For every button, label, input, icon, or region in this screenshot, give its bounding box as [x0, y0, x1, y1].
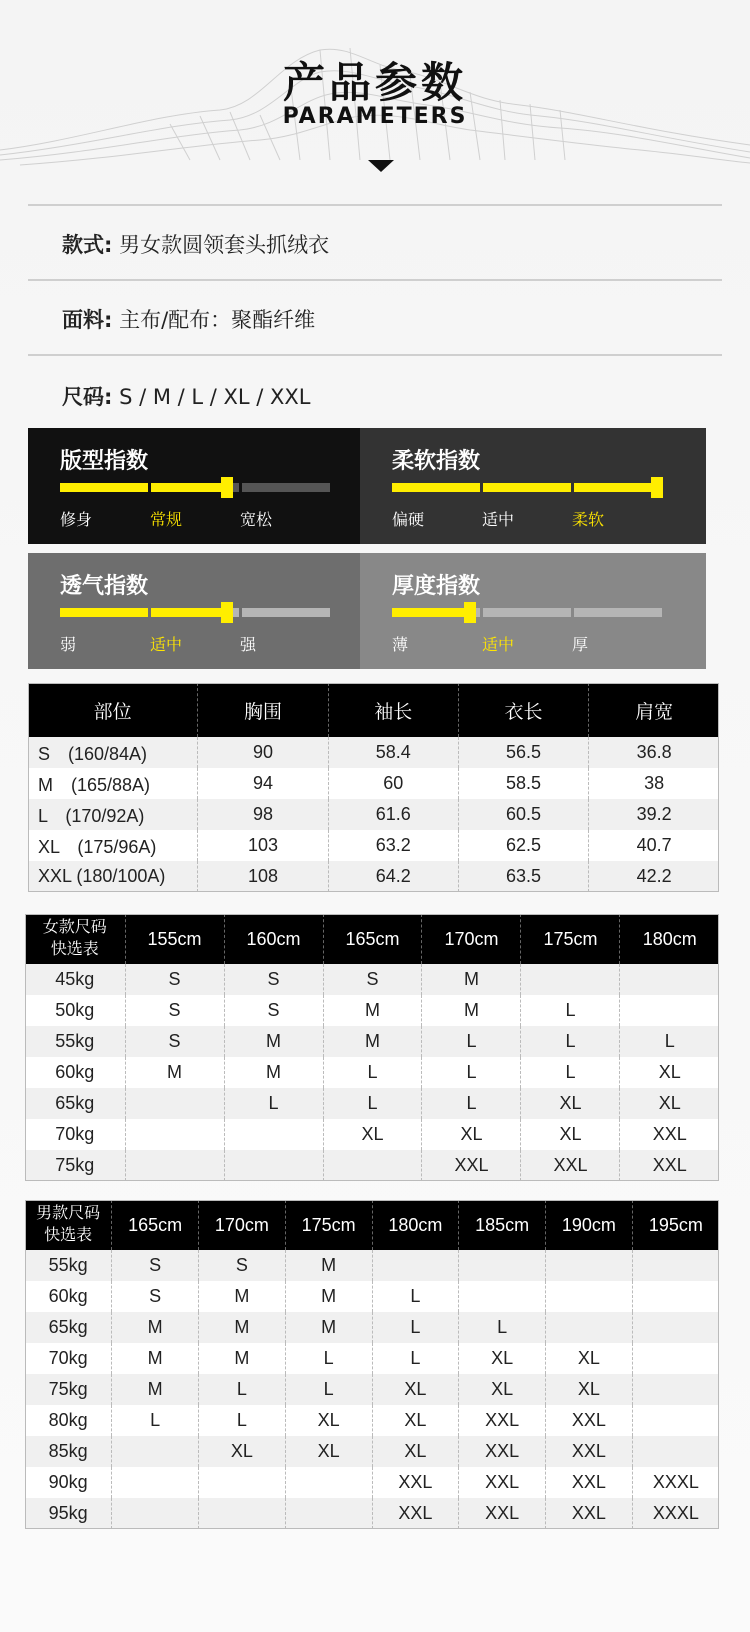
- height-header-cell: 195cm: [632, 1200, 719, 1250]
- index-track: [60, 608, 340, 617]
- weight-cell: 85kg: [25, 1436, 112, 1467]
- weight-cell: 65kg: [25, 1088, 125, 1119]
- table-cell: XL (175/96A): [28, 830, 198, 861]
- divider: [28, 354, 722, 356]
- measure-header-cell: 胸围: [198, 683, 328, 737]
- table-row: [25, 1436, 719, 1467]
- size-cell: XXL: [620, 1119, 719, 1150]
- measure-header-cell: 袖长: [328, 683, 458, 737]
- index-fill: [483, 483, 571, 492]
- spec-style: [62, 229, 329, 259]
- table-cell: 40.7: [589, 830, 719, 861]
- size-cell: L: [199, 1374, 286, 1405]
- size-cell: XL: [199, 1436, 286, 1467]
- index-fill: [151, 483, 227, 492]
- index-fill: [60, 483, 148, 492]
- size-cell: [632, 1343, 719, 1374]
- size-cell: [546, 1281, 633, 1312]
- size-cell: XXL: [422, 1150, 521, 1181]
- size-cell: L: [372, 1281, 459, 1312]
- table-row: [28, 830, 719, 861]
- index-label: 适中: [482, 510, 515, 529]
- size-cell: [224, 1119, 323, 1150]
- index-fill: [151, 608, 227, 617]
- height-header-cell: 170cm: [422, 914, 521, 964]
- table-cell: 98: [198, 799, 328, 830]
- size-cell: XL: [285, 1405, 372, 1436]
- size-cell: L: [199, 1405, 286, 1436]
- women-size-table: [25, 914, 719, 1181]
- weight-cell: 75kg: [25, 1374, 112, 1405]
- size-cell: [285, 1467, 372, 1498]
- size-cell: M: [125, 1057, 224, 1088]
- height-header-cell: 185cm: [459, 1200, 546, 1250]
- index-label: 弱: [60, 635, 77, 654]
- weight-cell: 55kg: [25, 1250, 112, 1281]
- divider: [28, 279, 722, 281]
- table-cell: 63.5: [458, 861, 588, 892]
- index-label: 柔软: [572, 510, 605, 529]
- spec-size: [62, 381, 311, 411]
- height-header-cell: 180cm: [372, 1200, 459, 1250]
- height-header-cell: 165cm: [112, 1200, 199, 1250]
- weight-cell: 65kg: [25, 1312, 112, 1343]
- size-cell: XXL: [459, 1405, 546, 1436]
- size-cell: L: [422, 1088, 521, 1119]
- size-cell: XL: [459, 1374, 546, 1405]
- size-cell: M: [323, 995, 422, 1026]
- size-cell: L: [372, 1343, 459, 1374]
- size-cell: XL: [521, 1119, 620, 1150]
- size-cell: XL: [372, 1374, 459, 1405]
- size-cell: [285, 1498, 372, 1529]
- size-cell: [372, 1250, 459, 1281]
- size-cell: M: [285, 1281, 372, 1312]
- height-header-cell: 165cm: [323, 914, 422, 964]
- table-row: [25, 1281, 719, 1312]
- size-cell: L: [112, 1405, 199, 1436]
- height-header-cell: 175cm: [285, 1200, 372, 1250]
- size-cell: S: [224, 995, 323, 1026]
- size-cell: [459, 1281, 546, 1312]
- size-cell: XL: [459, 1343, 546, 1374]
- height-header-cell: 190cm: [546, 1200, 633, 1250]
- corner-label-line: 男款尺码: [36, 1205, 101, 1222]
- measure-header-cell: 肩宽: [589, 683, 719, 737]
- size-cell: [632, 1374, 719, 1405]
- size-cell: XXL: [546, 1498, 633, 1529]
- table-cell: 61.6: [328, 799, 458, 830]
- index-label: 常规: [150, 510, 183, 529]
- table-cell: 103: [198, 830, 328, 861]
- size-cell: [459, 1250, 546, 1281]
- size-cell: XXL: [521, 1150, 620, 1181]
- table-cell: L (170/92A): [28, 799, 198, 830]
- height-header-cell: 170cm: [199, 1200, 286, 1250]
- spec-style-value: 男女款圆领套头抓绒衣: [119, 233, 330, 257]
- size-cell: [546, 1312, 633, 1343]
- size-cell: [199, 1467, 286, 1498]
- index-title: 透气指数: [60, 574, 149, 599]
- size-cell: XL: [422, 1119, 521, 1150]
- index-label: 偏硬: [392, 510, 425, 529]
- corner-label-line: 快选表: [44, 1227, 93, 1244]
- size-cell: S: [199, 1250, 286, 1281]
- table-cell: 63.2: [328, 830, 458, 861]
- size-cell: [125, 1088, 224, 1119]
- corner-label-line: 快选表: [50, 941, 99, 958]
- table-cell: 38: [589, 768, 719, 799]
- size-cell: L: [323, 1057, 422, 1088]
- size-cell: L: [521, 1057, 620, 1088]
- weight-cell: 70kg: [25, 1343, 112, 1374]
- table-cell: 58.4: [328, 737, 458, 768]
- index-fill: [60, 608, 148, 617]
- size-cell: S: [125, 995, 224, 1026]
- size-cell: XXL: [546, 1467, 633, 1498]
- spec-fabric: [62, 304, 315, 334]
- size-cell: XL: [620, 1088, 719, 1119]
- index-knob: [464, 602, 476, 623]
- size-cell: XXL: [546, 1405, 633, 1436]
- size-cell: XXL: [459, 1467, 546, 1498]
- size-cell: [620, 995, 719, 1026]
- table-cell: 64.2: [328, 861, 458, 892]
- size-cell: M: [285, 1312, 372, 1343]
- index-segment: [483, 608, 571, 617]
- table-cell: 108: [198, 861, 328, 892]
- size-cell: L: [422, 1057, 521, 1088]
- size-cell: M: [199, 1281, 286, 1312]
- page-subtitle: PARAMETERS: [282, 104, 468, 129]
- table-row: [25, 1374, 719, 1405]
- table-cell: 94: [198, 768, 328, 799]
- height-header-cell: 180cm: [620, 914, 719, 964]
- table-row: [25, 1312, 719, 1343]
- table-row: [25, 964, 719, 995]
- table-row: [25, 1343, 719, 1374]
- table-row: [25, 1405, 719, 1436]
- index-knob: [221, 477, 233, 498]
- corner-label-line: 女款尺码: [42, 919, 107, 936]
- weight-cell: 80kg: [25, 1405, 112, 1436]
- size-cell: S: [224, 964, 323, 995]
- size-cell: [546, 1250, 633, 1281]
- size-cell: [632, 1312, 719, 1343]
- size-cell: M: [422, 964, 521, 995]
- size-cell: M: [422, 995, 521, 1026]
- weight-cell: 60kg: [25, 1057, 125, 1088]
- table-row: [28, 799, 719, 830]
- measure-header-cell: 衣长: [458, 683, 588, 737]
- table-cell: 90: [198, 737, 328, 768]
- size-cell: L: [521, 995, 620, 1026]
- size-cell: XXXL: [632, 1498, 719, 1529]
- size-cell: XL: [372, 1436, 459, 1467]
- size-cell: XXL: [372, 1498, 459, 1529]
- size-cell: S: [125, 1026, 224, 1057]
- height-header-cell: 175cm: [521, 914, 620, 964]
- size-cell: L: [285, 1343, 372, 1374]
- weight-cell: 55kg: [25, 1026, 125, 1057]
- table-cell: 58.5: [458, 768, 588, 799]
- size-cell: S: [323, 964, 422, 995]
- index-knob: [221, 602, 233, 623]
- size-cell: M: [199, 1343, 286, 1374]
- size-cell: [112, 1467, 199, 1498]
- spec-size-value: S / M / L / XL / XXL: [119, 385, 311, 409]
- spec-style-label: 款式:: [62, 233, 113, 257]
- size-cell: M: [112, 1312, 199, 1343]
- index-title: 版型指数: [60, 449, 149, 474]
- table-row: [25, 1026, 719, 1057]
- size-cell: M: [323, 1026, 422, 1057]
- index-segment: [242, 483, 330, 492]
- index-fill: [574, 483, 657, 492]
- size-cell: L: [323, 1088, 422, 1119]
- table-row: [25, 1498, 719, 1529]
- index-panel: [360, 553, 706, 669]
- size-cell: L: [285, 1374, 372, 1405]
- spec-fabric-label: 面料:: [62, 308, 113, 332]
- page-header: [0, 0, 750, 190]
- size-cell: XL: [620, 1057, 719, 1088]
- index-panel: [360, 428, 706, 544]
- index-track: [60, 483, 340, 492]
- size-cell: XXL: [620, 1150, 719, 1181]
- index-title: 柔软指数: [392, 449, 481, 474]
- table-row: [28, 861, 719, 892]
- triangle-down-icon: [368, 160, 394, 172]
- size-cell: XXL: [546, 1436, 633, 1467]
- table-cell: 56.5: [458, 737, 588, 768]
- measure-header-cell: 部位: [28, 683, 198, 737]
- spec-fabric-value: 主布/配布：聚酯纤维: [119, 308, 316, 332]
- index-label: 薄: [392, 635, 409, 654]
- weight-cell: 45kg: [25, 964, 125, 995]
- size-cell: [125, 1150, 224, 1181]
- size-cell: XXL: [459, 1498, 546, 1529]
- index-panel: [28, 428, 374, 544]
- size-cell: L: [521, 1026, 620, 1057]
- size-cell: [112, 1436, 199, 1467]
- weight-cell: 60kg: [25, 1281, 112, 1312]
- size-cell: S: [112, 1281, 199, 1312]
- weight-cell: 70kg: [25, 1119, 125, 1150]
- size-cell: L: [422, 1026, 521, 1057]
- index-panel: [28, 553, 374, 669]
- size-cell: M: [199, 1312, 286, 1343]
- table-cell: 36.8: [589, 737, 719, 768]
- weight-cell: 50kg: [25, 995, 125, 1026]
- table-row: [28, 737, 719, 768]
- size-cell: [632, 1405, 719, 1436]
- table-row: [25, 1250, 719, 1281]
- index-track: [392, 483, 672, 492]
- weight-cell: 95kg: [25, 1498, 112, 1529]
- index-segment: [574, 608, 662, 617]
- size-cell: [199, 1498, 286, 1529]
- size-cell: M: [285, 1250, 372, 1281]
- size-cell: XL: [372, 1405, 459, 1436]
- table-cell: 39.2: [589, 799, 719, 830]
- table-cell: 60: [328, 768, 458, 799]
- index-knob: [651, 477, 663, 498]
- index-label: 强: [240, 635, 257, 654]
- size-cell: XXL: [459, 1436, 546, 1467]
- table-cell: 62.5: [458, 830, 588, 861]
- divider: [28, 204, 722, 206]
- table-cell: XXL (180/100A): [28, 861, 198, 892]
- size-cell: S: [125, 964, 224, 995]
- height-header-cell: 160cm: [224, 914, 323, 964]
- size-cell: XL: [521, 1088, 620, 1119]
- page-title: 产品参数: [282, 58, 467, 107]
- index-fill: [392, 608, 470, 617]
- size-cell: [112, 1498, 199, 1529]
- table-cell: 42.2: [589, 861, 719, 892]
- size-cell: M: [224, 1057, 323, 1088]
- size-cell: XL: [323, 1119, 422, 1150]
- size-cell: [125, 1119, 224, 1150]
- table-row: [25, 1119, 719, 1150]
- index-title: 厚度指数: [392, 574, 481, 599]
- table-row: [25, 1467, 719, 1498]
- size-cell: L: [224, 1088, 323, 1119]
- table-cell: M (165/88A): [28, 768, 198, 799]
- size-cell: XXXL: [632, 1467, 719, 1498]
- size-cell: XL: [546, 1374, 633, 1405]
- size-cell: M: [224, 1026, 323, 1057]
- weight-cell: 75kg: [25, 1150, 125, 1181]
- quick-corner-cell: [25, 914, 125, 964]
- size-cell: L: [372, 1312, 459, 1343]
- size-cell: L: [459, 1312, 546, 1343]
- table-row: [25, 1057, 719, 1088]
- size-cell: [323, 1150, 422, 1181]
- size-cell: [632, 1250, 719, 1281]
- index-label: 厚: [572, 635, 589, 654]
- table-cell: S (160/84A): [28, 737, 198, 768]
- index-label: 适中: [482, 635, 515, 654]
- size-cell: M: [112, 1374, 199, 1405]
- size-cell: XL: [546, 1343, 633, 1374]
- index-fill: [392, 483, 480, 492]
- weight-cell: 90kg: [25, 1467, 112, 1498]
- height-header-cell: 155cm: [125, 914, 224, 964]
- size-cell: XXL: [372, 1467, 459, 1498]
- index-label: 修身: [60, 510, 93, 529]
- men-size-table: [25, 1200, 719, 1529]
- index-track: [392, 608, 672, 617]
- table-row: [25, 1088, 719, 1119]
- size-cell: M: [112, 1343, 199, 1374]
- index-label: 宽松: [240, 510, 273, 529]
- table-cell: 60.5: [458, 799, 588, 830]
- spec-size-label: 尺码:: [62, 385, 113, 409]
- index-label: 适中: [150, 635, 183, 654]
- quick-corner-cell: [25, 1200, 112, 1250]
- table-row: [25, 995, 719, 1026]
- size-cell: [521, 964, 620, 995]
- size-cell: XL: [285, 1436, 372, 1467]
- size-cell: [632, 1436, 719, 1467]
- size-cell: [632, 1281, 719, 1312]
- size-cell: L: [620, 1026, 719, 1057]
- table-row: [28, 768, 719, 799]
- index-segment: [242, 608, 330, 617]
- size-cell: [620, 964, 719, 995]
- table-row: [25, 1150, 719, 1181]
- size-cell: S: [112, 1250, 199, 1281]
- measurement-table: [28, 683, 719, 892]
- size-cell: [224, 1150, 323, 1181]
